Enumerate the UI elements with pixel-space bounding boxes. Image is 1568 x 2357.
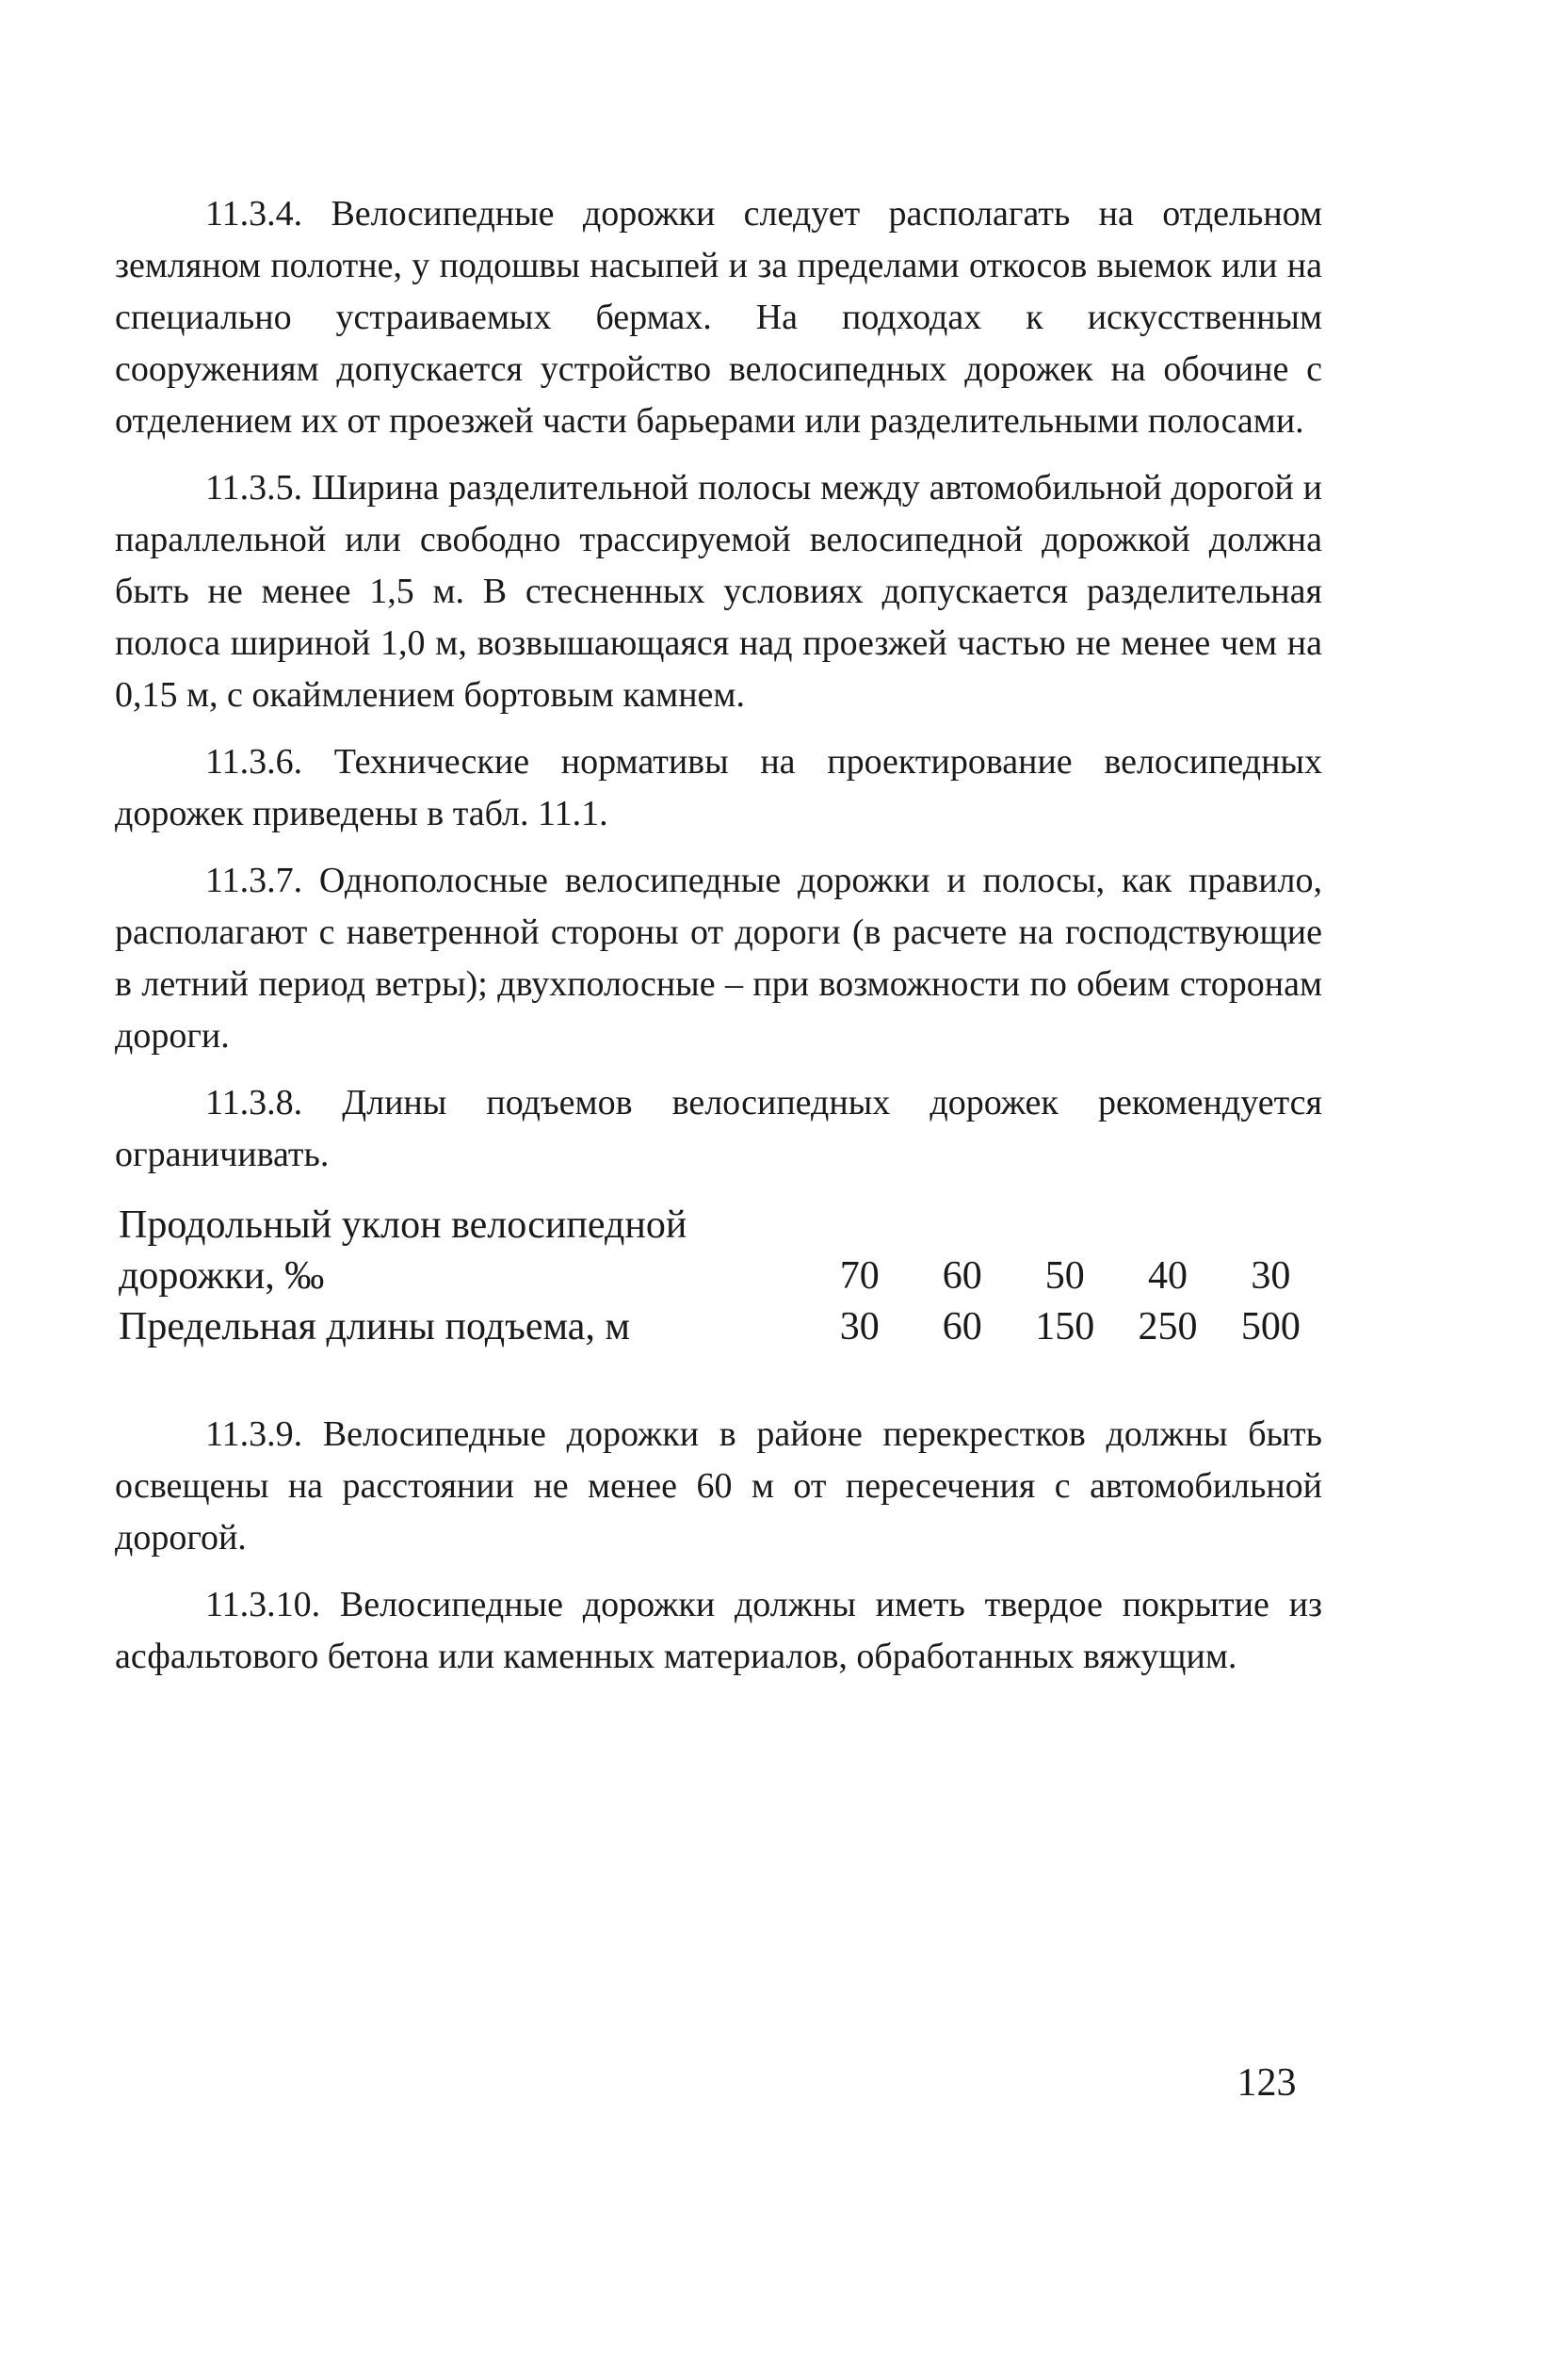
paragraph-11-3-9: 11.3.9. Велосипедные дорожки в районе перекрестков должны быть освещены на расстоянии не менее 60 м от пересечения с автомобильной дорогой. <box>115 1414 1322 1558</box>
table-row <box>115 1301 1322 1352</box>
paragraph-11-3-4: 11.3.4. Велосипедные дорожки следует располагать на отдельном земляном полотне, у подошвы насыпей и за пределами откосов выемок или на специально устраиваемых бермах. На подходах к искусственным сооружениям допускается устройство велосипедных дорожек на обочине с отделением их от проезжей части барьерами или разделительными полосами. <box>115 194 1322 441</box>
table-cell: 250 <box>1138 1305 1198 1348</box>
table-cell: 30 <box>839 1305 880 1348</box>
table-cell: 150 <box>1035 1305 1095 1348</box>
table-cell: 70 <box>839 1254 880 1298</box>
table-cell: 60 <box>942 1254 982 1298</box>
paragraph-11-3-6: 11.3.6. Технические нормативы на проектирование велосипедных дорожек приведены в табл. 11.1. <box>115 742 1322 833</box>
table-cell: 50 <box>1044 1254 1085 1298</box>
page-body <box>115 188 1322 1698</box>
paragraph-11-3-10: 11.3.10. Велосипедные дорожки должны иметь твердое покрытие из асфальтового бетона или каменных материалов, обработанных вяжущим. <box>115 1585 1322 1676</box>
table-row-label: Предельная длины подъема, м <box>119 1305 630 1348</box>
paragraph-11-3-7: 11.3.7. Однополосные велосипедные дорожки и полосы, как правило, располагают с наветренной стороны от дороги (в расчете на господствующие в летний период ветры); двухполосные – при возможности по обеим сторонам дороги. <box>115 861 1322 1056</box>
table-cell: 500 <box>1240 1305 1301 1348</box>
paragraph-11-3-5: 11.3.5. Ширина разделительной полосы между автомобильной дорогой и параллельной или свободно трассируемой велосипедной дорожкой должна быть не менее 1,5 м. В стесненных условиях допускается разделительная полоса шириной 1,0 м, возвышающаяся над проезжей частью не менее чем на 0,15 м, с окаймлением бортовым камнем. <box>115 468 1322 715</box>
page-number: 123 <box>1237 2061 1297 2105</box>
table-row <box>115 1200 1322 1251</box>
table-cell: 30 <box>1251 1254 1291 1298</box>
table-cell: 60 <box>942 1305 982 1348</box>
slope-length-table <box>115 1200 1322 1352</box>
paragraph-11-3-8: 11.3.8. Длины подъемов велосипедных дорожек рекомендуется ограничивать. <box>115 1083 1322 1174</box>
table-row-label: Продольный уклон велосипедной <box>119 1203 687 1247</box>
table-row-label: дорожки, ‰ <box>119 1254 325 1298</box>
table-row <box>115 1251 1322 1301</box>
table-cell: 40 <box>1148 1254 1188 1298</box>
